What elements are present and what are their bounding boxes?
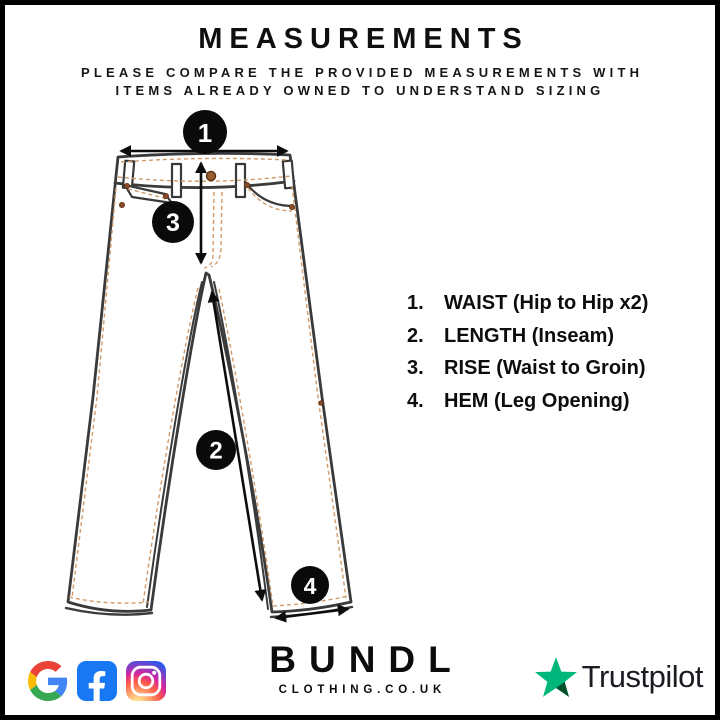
badge-2-number: 2 <box>209 437 223 465</box>
legend-item-label: RISE (Waist to Groin) <box>444 357 646 379</box>
legend-item-number: 1. <box>407 292 424 314</box>
measurement-badge-1 <box>183 110 227 154</box>
brand-domain: CLOTHING.CO.UK <box>278 684 447 696</box>
legend-item-waist <box>407 292 648 315</box>
brand-name: BUNDL <box>269 639 464 680</box>
trustpilot-logo[interactable] <box>535 657 703 697</box>
measurement-badge-4 <box>291 566 329 604</box>
measurement-legend <box>407 292 648 422</box>
measurement-badge-2 <box>196 430 236 470</box>
badge-1-number: 1 <box>197 118 213 148</box>
badge-3-number: 3 <box>166 209 180 237</box>
legend-item-label: WAIST (Hip to Hip x2) <box>444 292 649 314</box>
subtitle-line-1: PLEASE COMPARE THE PROVIDED MEASUREMENTS WITH <box>81 65 644 80</box>
badge-4-number: 4 <box>303 573 317 599</box>
legend-item-number: 2. <box>407 324 424 347</box>
trustpilot-label: Trustpilot <box>581 659 703 694</box>
page-title: MEASUREMENTS <box>198 23 529 55</box>
legend-item-length <box>407 325 648 348</box>
jeans-outline <box>66 153 352 617</box>
legend-item-number: 4. <box>407 389 424 412</box>
legend-item-rise <box>407 357 648 380</box>
legend-item-label: LENGTH (Inseam) <box>444 324 615 347</box>
jeans-button <box>207 172 216 181</box>
measurement-badge-3 <box>152 201 194 243</box>
trustpilot-star-icon <box>535 657 577 697</box>
subtitle-line-2: ITEMS ALREADY OWNED TO UNDERSTAND SIZING <box>115 83 605 98</box>
legend-item-number: 3. <box>407 357 424 379</box>
legend-item-hem <box>407 390 648 413</box>
legend-item-label: HEM (Leg Opening) <box>444 389 630 412</box>
